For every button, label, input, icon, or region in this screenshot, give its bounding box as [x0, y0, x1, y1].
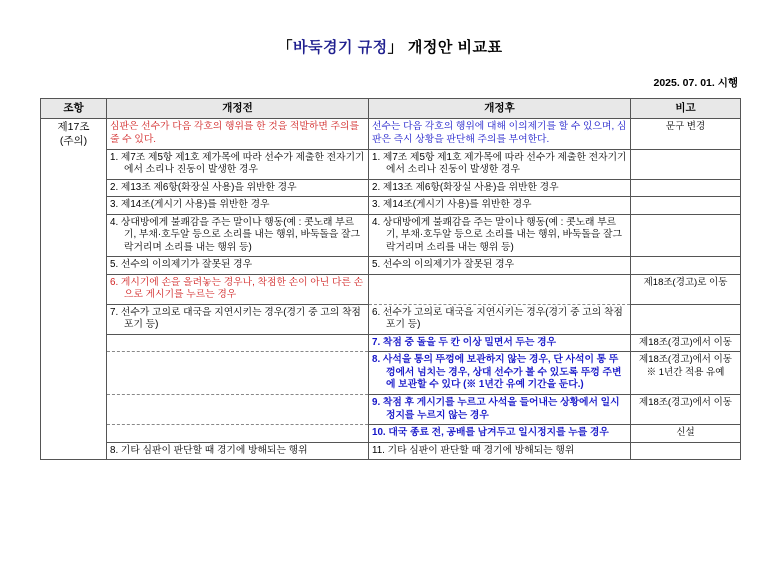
- title-close-quote: 」: [387, 39, 404, 56]
- note-cell: [631, 179, 741, 197]
- effective-date: 2025. 07. 01. 시행: [653, 77, 738, 89]
- after-text: 2. 제13조 제6항(화장실 사용)을 위반한 경우: [372, 181, 559, 193]
- before-cell: [107, 395, 369, 425]
- after-text: 4. 상대방에게 불쾌감을 주는 말이나 행동(예 : 콧노래 부르기, 부채·호두알 등으로 소리를 내는 행위, 바둑돌을 잘그락거리며 소리를 내는 행위 등): [372, 216, 622, 253]
- after-cell: [369, 274, 631, 304]
- column-header-before: 개정전: [107, 99, 369, 119]
- after-text: 선수는 다음 각호의 행위에 대해 이의제기를 할 수 있으며, 심판은 즉시 상황을 판단해 주의를 부여한다.: [372, 121, 627, 145]
- after-text: 6. 선수가 고의로 대국을 지연시키는 경우(경기 중 고의 착점포기 등): [372, 306, 623, 331]
- column-header-after: 개정후: [369, 99, 631, 119]
- table-row: [41, 304, 741, 334]
- before-cell: [107, 425, 369, 443]
- after-cell: [369, 149, 631, 179]
- before-cell: [107, 214, 369, 257]
- title-tail: 개정안 비교표: [403, 39, 503, 56]
- article-line-1: 제17조: [57, 121, 90, 134]
- note-line-2: ※ 1년간 적용 유예: [646, 366, 725, 378]
- after-cell: [369, 395, 631, 425]
- table-row: [41, 395, 741, 425]
- after-text: 1. 제7조 제5항 제1호 제가목에 따라 선수가 제출한 전자기기에서 소리나 진동이 발생한 경우: [372, 151, 627, 176]
- before-text: 2. 제13조 제6항(화장실 사용)을 위반한 경우: [110, 181, 297, 193]
- table-row: [41, 442, 741, 460]
- before-cell: [107, 352, 369, 395]
- note-cell: [631, 257, 741, 275]
- table-row: [41, 274, 741, 304]
- note-cell: 신설: [631, 425, 741, 443]
- page-title: [40, 36, 740, 57]
- column-header-article: 조항: [41, 99, 107, 119]
- before-cell: [107, 304, 369, 334]
- table-row: [41, 179, 741, 197]
- comparison-table: [40, 98, 741, 460]
- after-cell: [369, 352, 631, 395]
- before-cell: [107, 442, 369, 460]
- note-cell: [631, 149, 741, 179]
- before-text: 7. 선수가 고의로 대국을 지연시키는 경우(경기 중 고의 착점포기 등): [110, 306, 361, 331]
- table-row: [41, 197, 741, 215]
- table-row: [41, 425, 741, 443]
- note-cell: [631, 442, 741, 460]
- before-text: 심판은 선수가 다음 각호의 행위를 한 것을 적발하면 주의를 줄 수 있다.: [110, 121, 359, 145]
- after-text: 8. 사석을 통의 뚜껑에 보관하지 않는 경우, 단 사석이 통 뚜껑에서 넘치는 경우, 상대 선수가 볼 수 있도록 뚜껑 주변에 보관할 수 있다 (※ 1년간 유예 기간을 둔다.): [372, 354, 622, 391]
- article-line-2: (주의): [59, 134, 88, 147]
- before-text: 8. 기타 심판이 판단할 때 경기에 방해되는 행위: [110, 444, 308, 456]
- table-row: [41, 119, 741, 149]
- after-cell: [369, 425, 631, 443]
- after-cell: [369, 257, 631, 275]
- table-header-row: [41, 99, 741, 119]
- note-cell: 제18조(경고)에서 이동: [631, 395, 741, 425]
- after-cell: [369, 119, 631, 149]
- note-cell: [631, 352, 741, 395]
- after-cell: [369, 442, 631, 460]
- note-cell: [631, 304, 741, 334]
- before-cell: [107, 119, 369, 149]
- after-cell: [369, 304, 631, 334]
- after-cell: [369, 197, 631, 215]
- before-cell: [107, 149, 369, 179]
- before-cell: [107, 197, 369, 215]
- after-text: 7. 착점 중 돌을 두 칸 이상 밀면서 두는 경우: [372, 336, 557, 348]
- after-text: 9. 착점 후 게시기를 누르고 사석을 들어내는 상황에서 일시정지를 누르지 않는 경우: [372, 397, 620, 421]
- title-open-quote: 「: [277, 39, 294, 56]
- note-cell: [631, 214, 741, 257]
- table-row: [41, 334, 741, 352]
- before-cell: [107, 274, 369, 304]
- note-cell: 제18조(경고)에서 이동: [631, 334, 741, 352]
- after-cell: [369, 214, 631, 257]
- before-text: 6. 게시기에 손을 올려놓는 경우나, 착점한 손이 아닌 다른 손으로 게시기를 누르는 경우: [110, 276, 364, 301]
- table-row: [41, 257, 741, 275]
- after-text: 10. 대국 종료 전, 공배를 남겨두고 일시정지를 누를 경우: [372, 427, 609, 439]
- before-cell: [107, 179, 369, 197]
- note-cell: 문구 변경: [631, 119, 741, 149]
- before-text: 1. 제7조 제5항 제1호 제가목에 따라 선수가 제출한 전자기기에서 소리나 진동이 발생한 경우: [110, 151, 365, 176]
- column-header-note: 비고: [631, 99, 741, 119]
- note-line-1: 제18조(경고)에서 이동: [639, 354, 732, 366]
- before-cell: [107, 257, 369, 275]
- table-row: [41, 149, 741, 179]
- after-cell: [369, 179, 631, 197]
- after-cell: [369, 334, 631, 352]
- after-text: 11. 기타 심판이 판단할 때 경기에 방해되는 행위: [372, 444, 575, 456]
- note-cell: [631, 197, 741, 215]
- after-text: 3. 제14조(게시기 사용)를 위반한 경우: [372, 199, 532, 211]
- title-main: 바둑경기 규정: [293, 39, 388, 56]
- before-text: 3. 제14조(게시기 사용)를 위반한 경우: [110, 199, 270, 211]
- table-row: [41, 352, 741, 395]
- note-cell: 제18조(경고)로 이동: [631, 274, 741, 304]
- table-row: [41, 214, 741, 257]
- before-cell: [107, 334, 369, 352]
- after-text: 5. 선수의 이의제기가 잘못된 경우: [372, 259, 515, 271]
- document-page: [0, 36, 780, 586]
- article-cell: [41, 119, 107, 460]
- before-text: 4. 상대방에게 불쾌감을 주는 말이나 행동(예 : 콧노래 부르기, 부채·호두알 등으로 소리를 내는 행위, 바둑돌을 잘그락거리며 소리를 내는 행위 등): [110, 216, 360, 253]
- before-text: 5. 선수의 이의제기가 잘못된 경우: [110, 259, 253, 271]
